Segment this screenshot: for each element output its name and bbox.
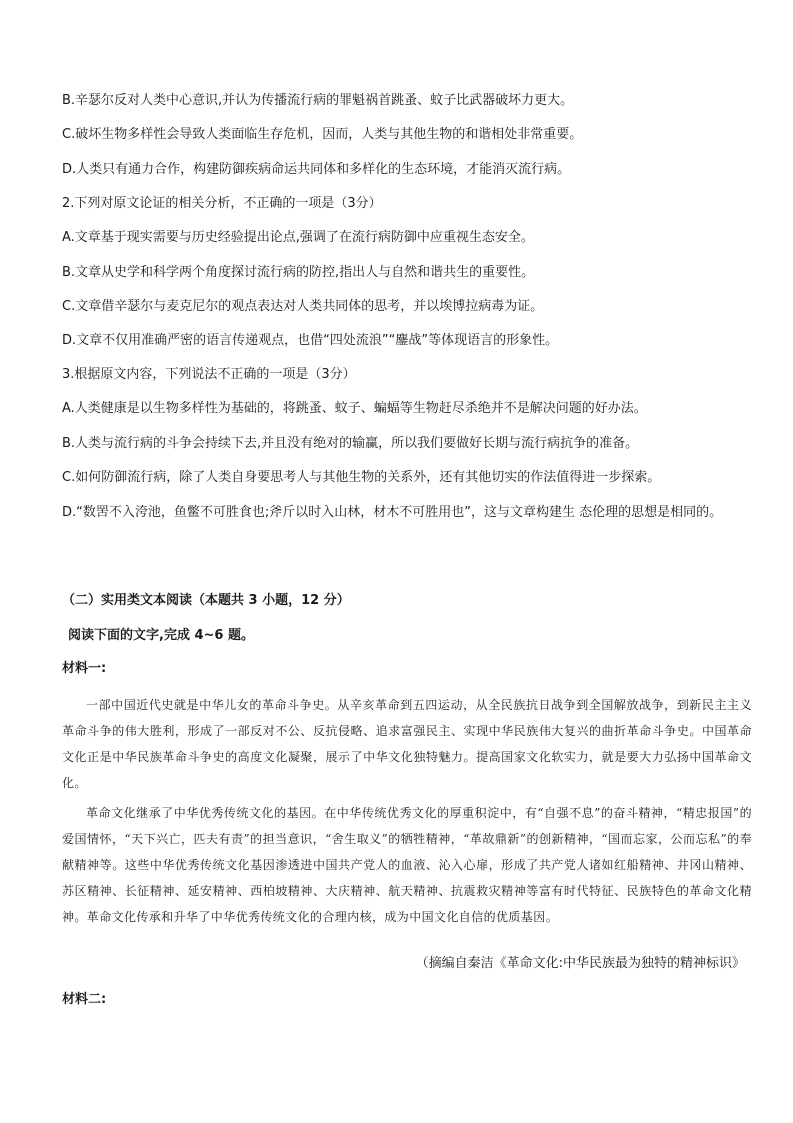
q3-stem: 3.根据原文内容，下列说法不正确的一项是（3分） — [62, 367, 356, 382]
q1-option-c: C.破坏生物多样性会导致人类面临生存危机，因而，人类与其他生物的和谐相处非常重要。 — [62, 127, 583, 142]
material-1-paragraph-2: 革命文化继承了中华优秀传统文化的基因。在中华传统优秀文化的厚重积淀中，有“自强不息”的奋斗精神，“精忠报国”的爱国情怀，“天下兴亡，匹夫有责”的担当意识，“舍生取义”的牺牲精神，“革故鼎新”的创新精神，“国而忘家，公而忘私”的奉献精神等。这些中华优秀传统文化基因渗透进中国共产党人的血液、沁入心扉，形成了共产党人诸如红船精神、井冈山精神、苏区精神、长征精神、延安精神、西柏坡精神、大庆精神、航天精神、抗震救灾精神等富有时代特征、民族特色的革命文化精神。革命文化传承和升华了中华优秀传统文化的合理内核，成为中国文化自信的优质基因。 — [62, 806, 752, 924]
material-2-label: 材料二: — [62, 992, 107, 1007]
material-1-source: （摘编自秦洁《革命文化:中华民族最为独特的精神标识》 — [415, 956, 745, 971]
section-heading: （二）实用类文本阅读（本题共 3 小题，12 分） — [62, 593, 350, 608]
q1-option-b: B.辛瑟尔反对人类中心意识,并认为传播流行病的罪魁祸首跳蚤、蚊子比武器破坏力更大。 — [62, 93, 574, 108]
reading-instruction: 阅读下面的文字,完成 4~6 题。 — [68, 628, 254, 643]
q2-option-c: C.文章借辛瑟尔与麦克尼尔的观点表达对人类共同体的思考，并以埃博拉病毒为证。 — [62, 299, 544, 314]
q2-option-a: A.文章基于现实需要与历史经验提出论点,强调了在流行病防御中应重视生态安全。 — [62, 230, 534, 245]
material-1-label: 材料一: — [62, 661, 107, 676]
q3-option-a: A.人类健康是以生物多样性为基础的，将跳蚤、蚊子、蝙蝠等生物赶尽杀绝并不是解决问题的好办法。 — [62, 401, 647, 416]
q1-option-d: D.人类只有通力合作，构建防御疾病命运共同体和多样化的生态环境，才能消灭流行病。 — [62, 162, 571, 177]
q2-option-b: B.文章从史学和科学两个角度探讨流行病的防控,指出人与自然和谐共生的重要性。 — [62, 265, 535, 280]
q3-option-b: B.人类与流行病的斗争会持续下去,并且没有绝对的输赢，所以我们要做好长期与流行病抗争的准备。 — [62, 436, 639, 451]
q2-option-d: D.文章不仅用准确严密的语言传递观点，也借“四处流浪”“鏖战”等体现语言的形象性。 — [62, 333, 559, 348]
q3-option-c: C.如何防御流行病，除了人类自身要思考人与其他生物的关系外，还有其他切实的作法值得进一步探索。 — [62, 470, 661, 485]
q2-stem: 2.下列对原文论证的相关分析，不正确的一项是（3分） — [62, 196, 382, 211]
material-1-paragraph-1: 一部中国近代史就是中华儿女的革命斗争史。从辛亥革命到五四运动，从全民族抗日战争到全国解放战争，到新民主主义革命斗争的伟大胜利，形成了一部反对不公、反抗侵略、追求富强民主、实现中华民族伟大复兴的曲折革命斗争史。中国革命文化正是中华民族革命斗争史的高度文化凝聚，展示了中华文化独特魅力。提高国家文化软实力，就是要大力弘扬中国革命文化。 — [62, 698, 752, 790]
q3-option-d: D.“数罟不入洿池，鱼鳖不可胜食也;斧斤以时入山林，材木不可胜用也”，这与文章构建生 态伦理的思想是相同的。 — [62, 505, 723, 520]
